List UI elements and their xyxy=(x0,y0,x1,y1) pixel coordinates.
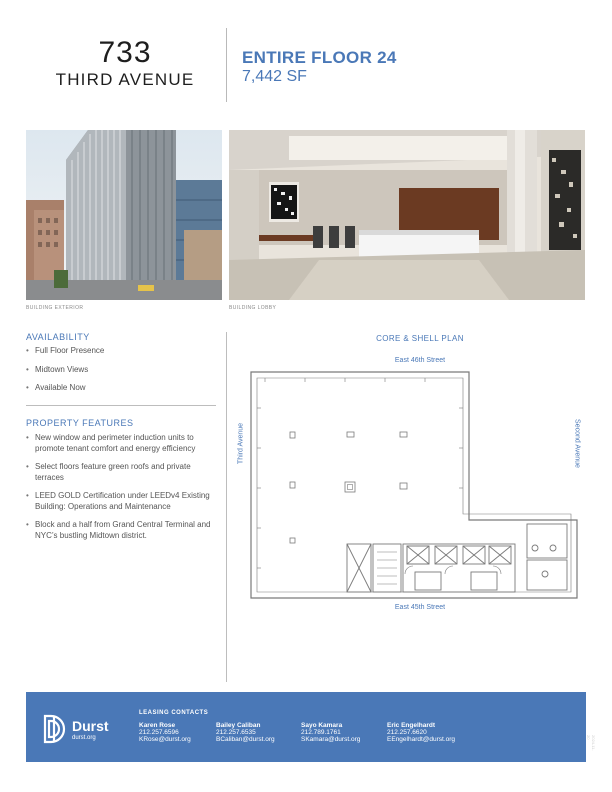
contact-email[interactable]: EEngelhardt@durst.org xyxy=(387,736,456,743)
plan-title: CORE & SHELL PLAN xyxy=(376,334,464,343)
leasing-contacts-title: LEASING CONTACTS xyxy=(139,710,209,716)
contact-card xyxy=(301,722,386,743)
plan-south-label: East 45th Street xyxy=(394,604,446,611)
features-list xyxy=(26,433,214,549)
building-number: 733 xyxy=(98,36,152,69)
floor-area: 7,442 SF xyxy=(242,68,307,85)
contact-name: Eric Engelhardt xyxy=(387,722,436,729)
durst-url[interactable]: durst.org xyxy=(72,735,96,741)
contact-email[interactable]: KRose@durst.org xyxy=(139,736,191,743)
contact-email[interactable]: BCaliban@durst.org xyxy=(216,736,275,743)
availability-title: AVAILABILITY xyxy=(26,332,90,342)
document-id: 2024-11-20 xyxy=(586,735,596,751)
contact-name: Karen Rose xyxy=(139,722,176,729)
durst-logo-text: Durst xyxy=(72,718,109,734)
plan-north-label: East 46th Street xyxy=(394,357,446,364)
lobby-caption: BUILDING LOBBY xyxy=(229,305,277,311)
building-exterior-photo xyxy=(26,130,222,300)
floor-title: ENTIRE FLOOR 24 xyxy=(242,48,397,67)
availability-list xyxy=(26,346,216,402)
availability-item: • Midtown Views xyxy=(26,365,216,376)
footer-band xyxy=(26,692,586,762)
feature-item: • Block and a half from Grand Central Terminal and NYC’s bustling Midtown district. xyxy=(26,520,214,541)
plan-west-label: Third Avenue xyxy=(237,422,245,465)
durst-logo-icon xyxy=(42,713,66,745)
building-lobby-photo xyxy=(229,130,585,300)
contact-name: Sayo Kamara xyxy=(301,722,343,729)
floor-plan-diagram xyxy=(245,368,583,602)
contact-email[interactable]: SKamara@durst.org xyxy=(301,736,361,743)
contact-phone[interactable]: 212.789.1761 xyxy=(301,729,341,736)
features-title: PROPERTY FEATURES xyxy=(26,418,134,428)
contact-phone[interactable]: 212.257.6596 xyxy=(139,729,179,736)
contact-card xyxy=(139,722,219,743)
feature-item: • LEED GOLD Certification under LEEDv4 Existing Building: Operations and Maintenance xyxy=(26,491,214,512)
feature-item: • Select floors feature green roofs and private terraces xyxy=(26,462,214,483)
contact-phone[interactable]: 212.257.6620 xyxy=(387,729,427,736)
contact-card xyxy=(216,722,301,743)
contact-card xyxy=(387,722,482,743)
section-divider xyxy=(26,405,216,406)
feature-item: • New window and perimeter induction units to promote tenant comfort and energy efficiency xyxy=(26,433,214,454)
column-divider xyxy=(226,332,227,682)
availability-item: • Available Now xyxy=(26,383,216,394)
contact-name: Bailey Caliban xyxy=(216,722,261,729)
contact-phone[interactable]: 212.257.6535 xyxy=(216,729,256,736)
plan-east-label: Second Avenue xyxy=(573,419,581,468)
header-divider xyxy=(226,28,227,102)
building-street: THIRD AVENUE xyxy=(55,70,195,89)
availability-item: • Full Floor Presence xyxy=(26,346,216,357)
exterior-caption: BUILDING EXTERIOR xyxy=(26,305,84,311)
